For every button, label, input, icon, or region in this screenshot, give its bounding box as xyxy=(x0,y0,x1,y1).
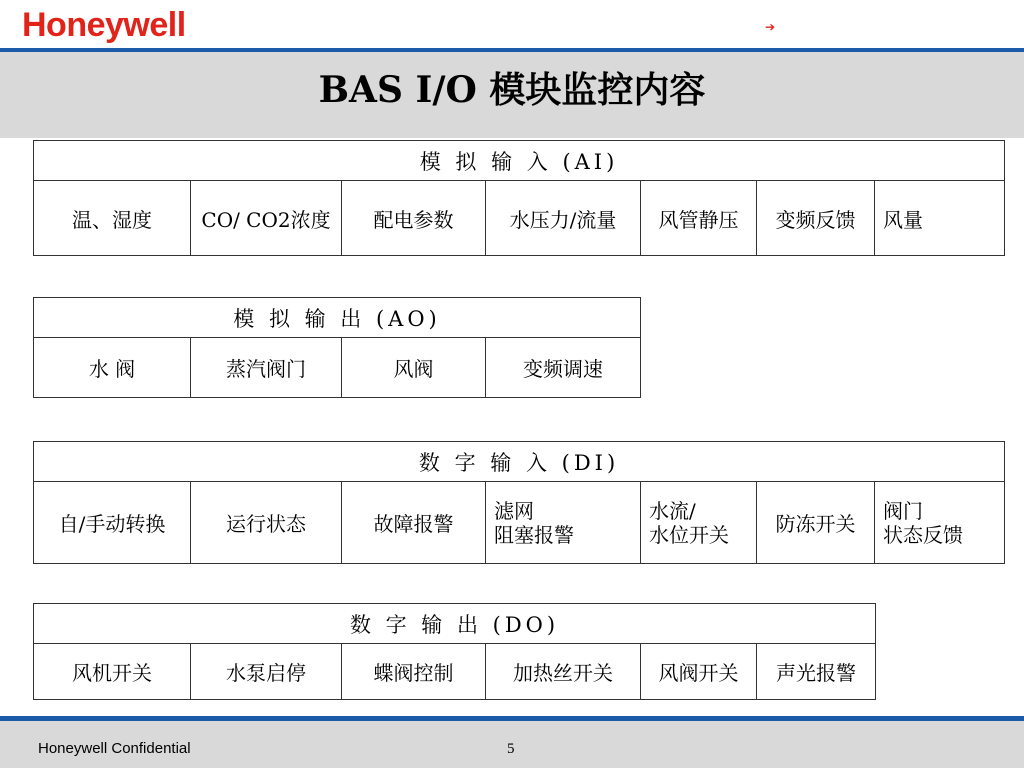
honeywell-logo: Honeywell xyxy=(22,6,186,44)
ao-table xyxy=(33,297,641,398)
page-number: 5 xyxy=(507,741,515,757)
do-cell-butterfly-valve: 蝶阀控制 xyxy=(342,644,486,700)
ai-cell-water-pressure-flow: 水压力/流量 xyxy=(486,181,641,256)
di-valve-line2: 状态反馈 xyxy=(883,522,963,547)
ai-cell-co-co2: CO/ CO2浓度 xyxy=(191,181,342,256)
ai-cell-temp-humidity: 温、湿度 xyxy=(34,181,191,256)
page-title: BAS I/O 模块监控内容 xyxy=(318,69,706,111)
di-cell-valve-status xyxy=(875,482,1005,564)
ao-header: 模 拟 输 出 (AO) xyxy=(34,298,641,338)
di-cell-run-status: 运行状态 xyxy=(191,482,342,564)
di-cell-auto-manual: 自/手动转换 xyxy=(34,482,191,564)
do-table xyxy=(33,603,876,700)
do-cell-fan-switch: 风机开关 xyxy=(34,644,191,700)
di-filter-line2: 阻塞报警 xyxy=(494,522,574,547)
di-cell-flow-level-switch xyxy=(641,482,757,564)
ai-cell-power-params: 配电参数 xyxy=(342,181,486,256)
di-cell-freeze-switch: 防冻开关 xyxy=(757,482,875,564)
footer-confidential: Honeywell Confidential xyxy=(38,740,191,757)
do-cell-audible-alarm: 声光报警 xyxy=(757,644,876,700)
di-filter-line1: 滤网 xyxy=(494,498,534,523)
do-header: 数 字 输 出 (DO) xyxy=(34,604,876,644)
di-table xyxy=(33,441,1005,564)
di-cell-filter-alarm xyxy=(486,482,641,564)
di-valve-line1: 阀门 xyxy=(883,498,923,523)
ao-cell-steam-valve: 蒸汽阀门 xyxy=(191,338,342,398)
ao-cell-vfd-speed: 变频调速 xyxy=(486,338,641,398)
do-cell-damper-switch: 风阀开关 xyxy=(641,644,757,700)
di-cell-fault-alarm: 故障报警 xyxy=(342,482,486,564)
ao-cell-water-valve: 水 阀 xyxy=(34,338,191,398)
ai-header: 模 拟 输 入 (AI) xyxy=(34,141,1005,181)
ai-table xyxy=(33,140,1005,256)
ai-cell-duct-static-pressure: 风管静压 xyxy=(641,181,757,256)
di-header: 数 字 输 入 (DI) xyxy=(34,442,1005,482)
di-flow-line2: 水位开关 xyxy=(649,522,729,547)
di-flow-line1: 水流/ xyxy=(649,498,696,523)
ai-cell-vfd-feedback: 变频反馈 xyxy=(757,181,875,256)
ao-cell-damper: 风阀 xyxy=(342,338,486,398)
arrow-right-icon: ➔ xyxy=(765,20,776,34)
ai-cell-air-volume: 风量 xyxy=(875,181,1005,256)
do-cell-heater-switch: 加热丝开关 xyxy=(486,644,641,700)
do-cell-pump-start-stop: 水泵启停 xyxy=(191,644,342,700)
